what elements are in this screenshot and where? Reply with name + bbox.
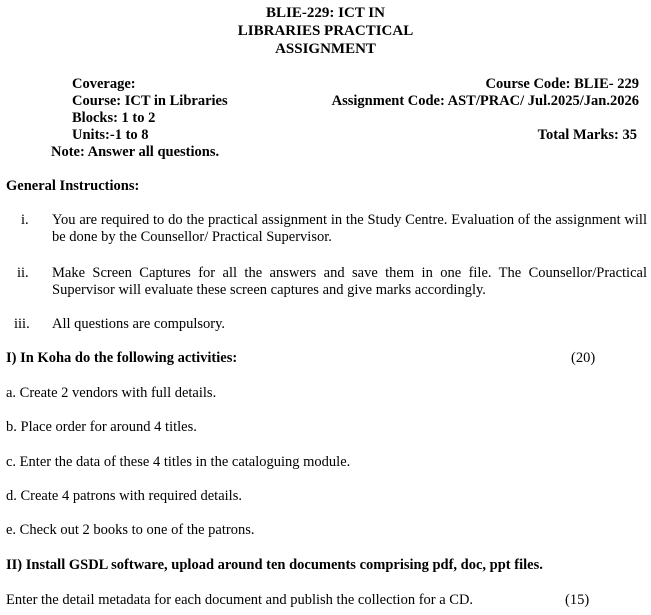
assignment-title-line-2: LIBRARIES PRACTICAL: [237, 23, 414, 39]
section-two-heading: II) Install GSDL software, upload around ten documents comprising pdf, doc, ppt files.: [6, 557, 543, 573]
instruction-number: iii.: [14, 316, 30, 332]
instruction-text: You are required to do the practical assignment in the Study Centre. Evaluation of the assignment will be done by the Counsellor/ Practical Supervisor.: [52, 212, 647, 245]
coverage-label: Coverage:: [72, 76, 136, 92]
assignment-title-line-3: ASSIGNMENT: [275, 41, 376, 57]
total-marks: Total Marks: 35: [537, 127, 637, 143]
koha-task-item: d. Create 4 patrons with required details.: [6, 488, 242, 504]
koha-task-item: b. Place order for around 4 titles.: [6, 419, 197, 435]
instruction-number: ii.: [17, 265, 29, 281]
blocks-range: Blocks: 1 to 2: [72, 110, 156, 126]
section-two-marks: (15): [565, 592, 590, 608]
units-range: Units:-1 to 8: [72, 127, 149, 143]
course-name: Course: ICT in Libraries: [72, 93, 228, 109]
course-code: Course Code: BLIE- 229: [485, 76, 639, 92]
koha-task-item: c. Enter the data of these 4 titles in the cataloguing module.: [6, 454, 351, 470]
assignment-code: Assignment Code: AST/PRAC/ Jul.2025/Jan.2026: [331, 93, 639, 109]
section-one-marks: (20): [571, 350, 596, 366]
instruction-text: Make Screen Captures for all the answers and save them in one file. The Counsellor/Practical Supervisor will evaluate these screen captures and give marks accordingly.: [52, 265, 647, 298]
instruction-number: i.: [21, 212, 29, 228]
instruction-text: All questions are compulsory.: [52, 316, 226, 332]
koha-task-item: e. Check out 2 books to one of the patrons.: [6, 522, 255, 538]
koha-task-item: a. Create 2 vendors with full details.: [6, 385, 217, 401]
answer-note: Note: Answer all questions.: [51, 144, 220, 160]
section-two-detail: Enter the detail metadata for each document and publish the collection for a CD.: [6, 592, 474, 608]
assignment-title-line-1: BLIE-229: ICT IN: [266, 5, 385, 21]
general-instructions-heading: General Instructions:: [6, 178, 140, 194]
section-one-heading: I) In Koha do the following activities:: [6, 350, 238, 366]
